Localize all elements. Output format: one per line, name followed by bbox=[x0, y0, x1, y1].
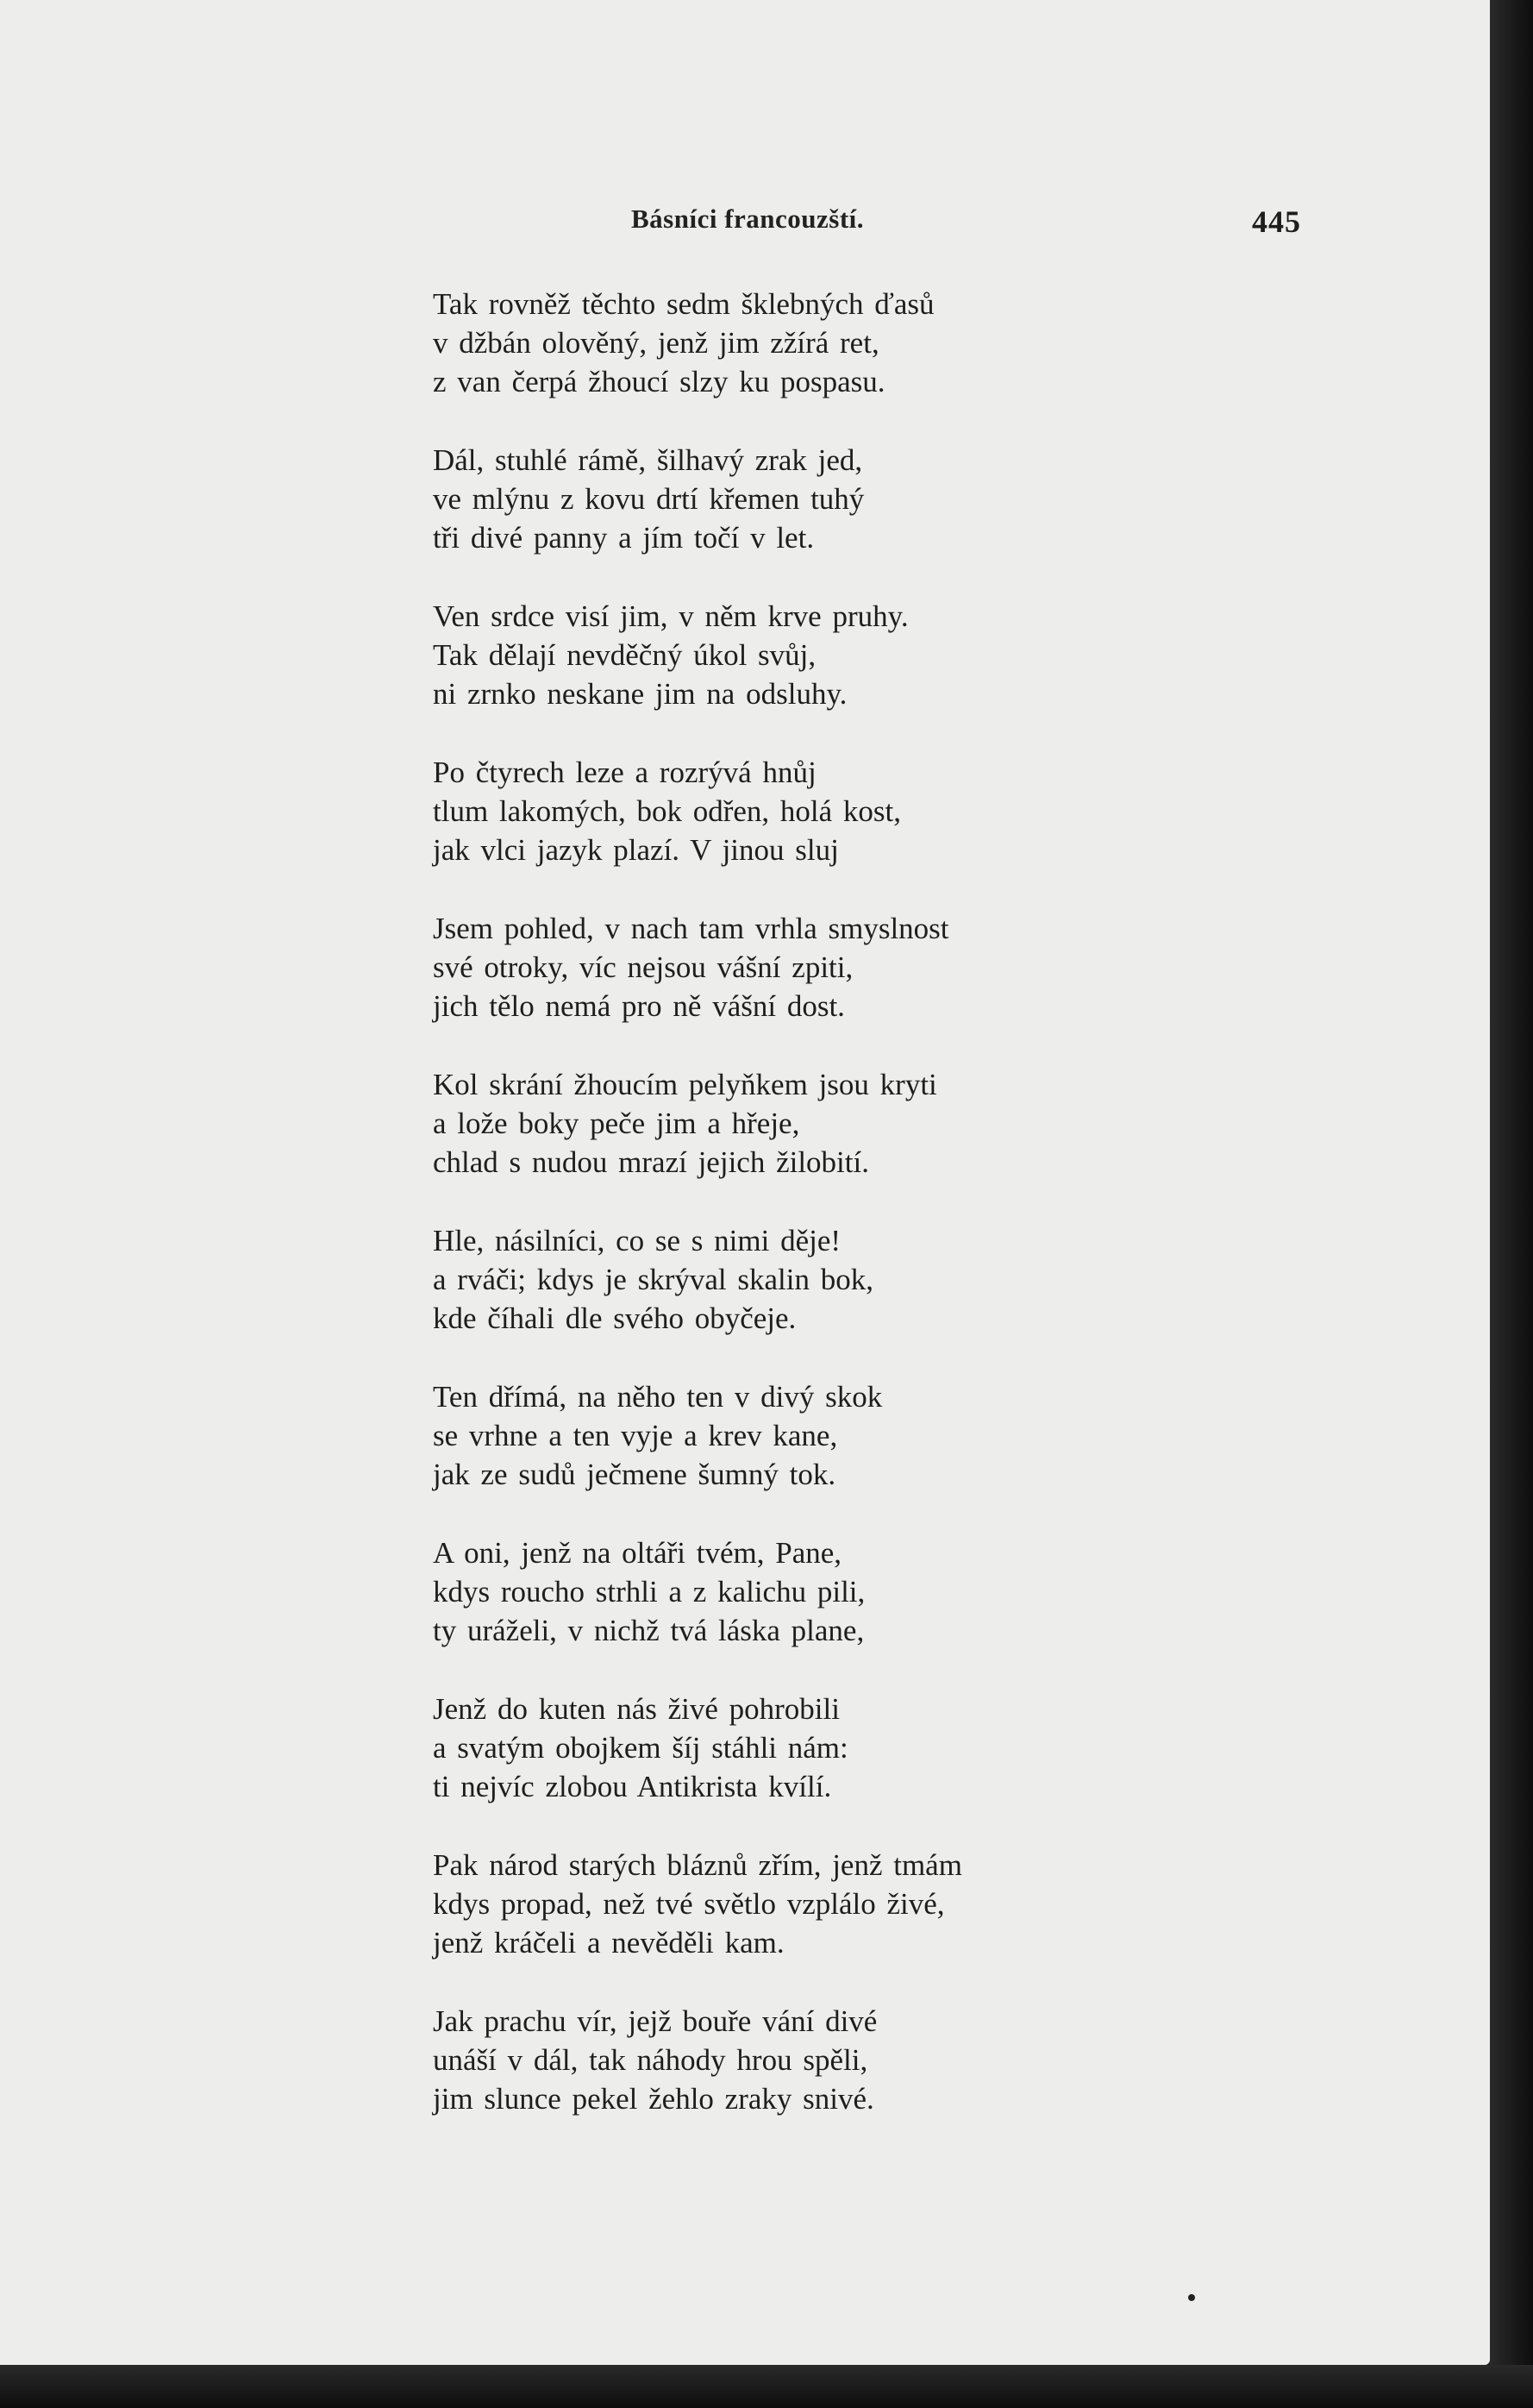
stanza bbox=[433, 1846, 1381, 1962]
stanza bbox=[433, 597, 1381, 713]
verse-line: Jak prachu vír, jejž bouře vání divé bbox=[433, 2004, 878, 2038]
verse-line: Kol skrání žhoucím pelyňkem jsou kryti bbox=[433, 1068, 937, 1101]
verse-line: jak ze sudů ječmene šumný tok. bbox=[433, 1458, 836, 1491]
verse-line: kdys roucho strhli a z kalichu pili, bbox=[433, 1575, 866, 1608]
verse-line: Po čtyrech leze a rozrývá hnůj bbox=[433, 756, 817, 789]
verse-line: ni zrnko neskane jim na odsluhy. bbox=[433, 677, 848, 711]
verse-line: jenž kráčeli a nevěděli kam. bbox=[433, 1926, 785, 1960]
verse-line: se vrhne a ten vyje a krev kane, bbox=[433, 1419, 838, 1452]
stanza bbox=[433, 1690, 1381, 1806]
stanza bbox=[433, 753, 1381, 869]
verse-line: Dál, stuhlé rámě, šilhavý zrak jed, bbox=[433, 443, 863, 477]
verse-line: kde číhali dle svého obyčeje. bbox=[433, 1301, 797, 1335]
verse-line: Hle, násilníci, co se s nimi děje! bbox=[433, 1224, 842, 1257]
verse-line: A oni, jenž na oltáři tvém, Pane, bbox=[433, 1536, 842, 1570]
verse-line: Pak národ starých bláznů zřím, jenž tmám bbox=[433, 1848, 962, 1882]
verse-line: Jsem pohled, v nach tam vrhla smyslnost bbox=[433, 912, 949, 945]
verse-line: jim slunce pekel žehlo zraky snivé. bbox=[433, 2082, 874, 2116]
verse-line: ve mlýnu z kovu drtí křemen tuhý bbox=[433, 482, 865, 516]
verse-line: tlum lakomých, bok odřen, holá kost, bbox=[433, 794, 901, 828]
verse-line: ty uráželi, v nichž tvá láska plane, bbox=[433, 1614, 865, 1647]
page-number: 445 bbox=[1252, 204, 1301, 239]
verse-line: své otroky, víc nejsou vášní zpiti, bbox=[433, 950, 854, 984]
verse-line: a svatým obojkem šíj stáhli nám: bbox=[433, 1731, 848, 1765]
page-edge-shadow bbox=[1490, 0, 1533, 2408]
stanza bbox=[433, 1377, 1381, 1494]
stanza bbox=[433, 1533, 1381, 1650]
verse-line: a rváči; kdys je skrýval skalin bok, bbox=[433, 1263, 873, 1296]
running-head bbox=[0, 204, 1490, 247]
verse-line: z van čerpá žhoucí slzy ku pospasu. bbox=[433, 365, 885, 398]
stanza bbox=[433, 441, 1381, 557]
ink-speck bbox=[1188, 2294, 1195, 2301]
verse-line: tři divé panny a jím točí v let. bbox=[433, 521, 815, 555]
verse-line: ti nejvíc zlobou Antikrista kvílí. bbox=[433, 1770, 832, 1803]
poem-body bbox=[433, 285, 1381, 2158]
verse-line: v džbán olověný, jenž jim zžírá ret, bbox=[433, 326, 879, 360]
verse-line: Ven srdce visí jim, v něm krve pruhy. bbox=[433, 599, 909, 633]
verse-line: Ten dřímá, na něho ten v divý skok bbox=[433, 1380, 883, 1414]
verse-line: Tak dělají nevděčný úkol svůj, bbox=[433, 638, 817, 672]
verse-line: chlad s nudou mrazí jejich žilobití. bbox=[433, 1145, 869, 1179]
stanza bbox=[433, 285, 1381, 401]
verse-line: a lože boky peče jim a hřeje, bbox=[433, 1107, 800, 1140]
verse-line: kdys propad, než tvé světlo vzplálo živé, bbox=[433, 1887, 945, 1921]
verse-line: unáší v dál, tak náhody hrou spěli, bbox=[433, 2043, 868, 2077]
stanza bbox=[433, 1065, 1381, 1182]
stanza bbox=[433, 1221, 1381, 1338]
stanza bbox=[433, 2002, 1381, 2118]
page-bottom-shadow bbox=[0, 2365, 1533, 2408]
verse-line: jich tělo nemá pro ně vášní dost. bbox=[433, 989, 845, 1023]
verse-line: Jenž do kuten nás živé pohrobili bbox=[433, 1692, 840, 1726]
verse-line: jak vlci jazyk plazí. V jinou sluj bbox=[433, 833, 839, 867]
verse-line: Tak rovněž těchto sedm šklebných ďasů bbox=[433, 287, 935, 321]
running-title: Básníci francouzští. bbox=[631, 204, 865, 234]
stanza bbox=[433, 909, 1381, 1025]
